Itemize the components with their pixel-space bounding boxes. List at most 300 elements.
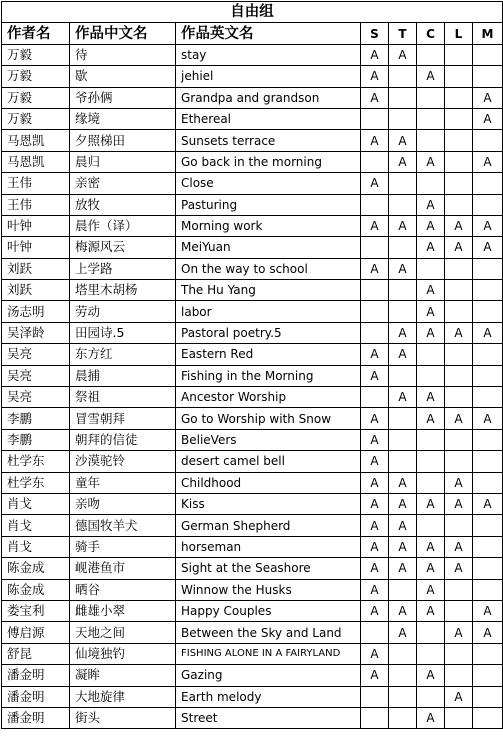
- cell-t: [389, 237, 417, 258]
- cell-work-en: Childhood: [176, 472, 361, 493]
- cell-s: A: [361, 451, 389, 472]
- cell-m: A: [473, 87, 503, 108]
- title-row: [2, 2, 503, 23]
- cell-author: 肖戈: [2, 536, 70, 557]
- cell-work-cn: 沙漠驼铃: [70, 451, 176, 472]
- cell-t: [389, 108, 417, 129]
- cell-author: 肖戈: [2, 515, 70, 536]
- cell-l: [445, 387, 473, 408]
- cell-work-en: Morning work: [176, 215, 361, 236]
- cell-work-en: Between the Sky and Land: [176, 622, 361, 643]
- cell-work-cn: 冒雪朝拜: [70, 408, 176, 429]
- cell-work-cn: 天地之间: [70, 622, 176, 643]
- cell-s: A: [361, 87, 389, 108]
- cell-m: [473, 536, 503, 557]
- cell-m: A: [473, 215, 503, 236]
- cell-l: [445, 429, 473, 450]
- cell-s: A: [361, 515, 389, 536]
- cell-t: [389, 686, 417, 707]
- table-row: [2, 365, 503, 386]
- cell-s: A: [361, 429, 389, 450]
- cell-t: [389, 66, 417, 87]
- cell-m: [473, 686, 503, 707]
- cell-author: 李鹏: [2, 408, 70, 429]
- cell-author: 马恩凯: [2, 130, 70, 151]
- cell-m: [473, 707, 503, 728]
- cell-author: 舒昆: [2, 643, 70, 664]
- cell-c: A: [417, 579, 445, 600]
- cell-author: 娄宝利: [2, 600, 70, 621]
- cell-c: A: [417, 665, 445, 686]
- cell-author: 陈金成: [2, 579, 70, 600]
- table-body: [2, 44, 503, 729]
- cell-c: [417, 515, 445, 536]
- cell-author: 潘金明: [2, 665, 70, 686]
- cell-m: A: [473, 408, 503, 429]
- cell-work-cn: 亲密: [70, 173, 176, 194]
- cell-c: A: [417, 408, 445, 429]
- cell-c: A: [417, 558, 445, 579]
- cell-author: 万毅: [2, 87, 70, 108]
- cell-author: 王伟: [2, 194, 70, 215]
- cell-work-cn: 骑手: [70, 536, 176, 557]
- cell-m: A: [473, 237, 503, 258]
- table-row: [2, 322, 503, 343]
- cell-t: [389, 451, 417, 472]
- cell-c: A: [417, 387, 445, 408]
- cell-s: A: [361, 258, 389, 279]
- cell-s: [361, 686, 389, 707]
- cell-c: [417, 429, 445, 450]
- cell-work-cn: 东方红: [70, 344, 176, 365]
- table-row: [2, 493, 503, 514]
- cell-l: [445, 280, 473, 301]
- cell-s: A: [361, 493, 389, 514]
- cell-t: A: [389, 536, 417, 557]
- cell-m: [473, 558, 503, 579]
- cell-s: [361, 237, 389, 258]
- table-row: [2, 151, 503, 172]
- cell-t: A: [389, 387, 417, 408]
- table-row: [2, 643, 503, 664]
- cell-author: 万毅: [2, 44, 70, 65]
- table-row: [2, 600, 503, 621]
- table-row: [2, 194, 503, 215]
- cell-work-cn: 晨归: [70, 151, 176, 172]
- cell-t: A: [389, 472, 417, 493]
- table-row: [2, 344, 503, 365]
- cell-work-cn: 夕照梯田: [70, 130, 176, 151]
- cell-m: [473, 301, 503, 322]
- cell-t: A: [389, 130, 417, 151]
- cell-work-en: Close: [176, 173, 361, 194]
- table-row: [2, 665, 503, 686]
- cell-s: A: [361, 44, 389, 65]
- cell-m: A: [473, 108, 503, 129]
- cell-work-en: Ethereal: [176, 108, 361, 129]
- table-row: [2, 622, 503, 643]
- cell-s: [361, 707, 389, 728]
- cell-work-en: Street: [176, 707, 361, 728]
- cell-m: [473, 258, 503, 279]
- cell-work-cn: 朝拜的信徒: [70, 429, 176, 450]
- cell-c: A: [417, 237, 445, 258]
- cell-s: A: [361, 130, 389, 151]
- header-work-en: 作品英文名: [176, 23, 361, 44]
- header-author: 作者名: [2, 23, 70, 44]
- cell-m: A: [473, 322, 503, 343]
- cell-work-cn: 塔里木胡杨: [70, 280, 176, 301]
- table-row: [2, 66, 503, 87]
- cell-work-cn: 凝眸: [70, 665, 176, 686]
- cell-c: [417, 472, 445, 493]
- table-head: [2, 2, 503, 45]
- table-row: [2, 387, 503, 408]
- cell-s: A: [361, 408, 389, 429]
- cell-l: A: [445, 686, 473, 707]
- header-row: [2, 23, 503, 44]
- cell-s: [361, 301, 389, 322]
- cell-author: 肖戈: [2, 493, 70, 514]
- cell-work-cn: 祭祖: [70, 387, 176, 408]
- cell-author: 杜学东: [2, 451, 70, 472]
- cell-l: A: [445, 493, 473, 514]
- table-title: 自由组: [2, 2, 503, 23]
- cell-s: A: [361, 472, 389, 493]
- table-row: [2, 44, 503, 65]
- cell-work-cn: 大地旋律: [70, 686, 176, 707]
- cell-work-cn: 放牧: [70, 194, 176, 215]
- cell-l: [445, 643, 473, 664]
- cell-m: [473, 66, 503, 87]
- cell-s: [361, 622, 389, 643]
- cell-work-en: labor: [176, 301, 361, 322]
- cell-t: [389, 429, 417, 450]
- cell-s: [361, 194, 389, 215]
- table-row: [2, 215, 503, 236]
- table-row: [2, 108, 503, 129]
- cell-work-en: BelieVers: [176, 429, 361, 450]
- cell-s: A: [361, 579, 389, 600]
- table-row: [2, 579, 503, 600]
- cell-work-en: The Hu Yang: [176, 280, 361, 301]
- header-c: C: [417, 23, 445, 44]
- cell-m: [473, 130, 503, 151]
- cell-work-cn: 街头: [70, 707, 176, 728]
- cell-s: [361, 108, 389, 129]
- cell-work-en: stay: [176, 44, 361, 65]
- cell-l: A: [445, 408, 473, 429]
- table-row: [2, 686, 503, 707]
- cell-l: [445, 173, 473, 194]
- cell-c: A: [417, 66, 445, 87]
- cell-work-en: Pasturing: [176, 194, 361, 215]
- cell-l: [445, 66, 473, 87]
- cell-l: [445, 87, 473, 108]
- cell-work-cn: 童年: [70, 472, 176, 493]
- cell-s: [361, 151, 389, 172]
- cell-t: A: [389, 322, 417, 343]
- cell-m: [473, 643, 503, 664]
- cell-c: [417, 44, 445, 65]
- cell-t: A: [389, 515, 417, 536]
- cell-work-en: Eastern Red: [176, 344, 361, 365]
- table-row: [2, 173, 503, 194]
- cell-author: 吴泽龄: [2, 322, 70, 343]
- cell-s: A: [361, 536, 389, 557]
- cell-s: A: [361, 365, 389, 386]
- cell-work-en: Go back in the morning: [176, 151, 361, 172]
- cell-c: A: [417, 194, 445, 215]
- cell-work-cn: 雌雄小翠: [70, 600, 176, 621]
- cell-work-en: On the way to school: [176, 258, 361, 279]
- cell-l: [445, 665, 473, 686]
- cell-author: 杜学东: [2, 472, 70, 493]
- table-row: [2, 258, 503, 279]
- table-row: [2, 536, 503, 557]
- cell-author: 刘跃: [2, 258, 70, 279]
- cell-s: A: [361, 173, 389, 194]
- cell-work-en: Sight at the Seashore: [176, 558, 361, 579]
- cell-l: A: [445, 215, 473, 236]
- cell-work-en: jehiel: [176, 66, 361, 87]
- cell-t: [389, 665, 417, 686]
- cell-m: [473, 451, 503, 472]
- cell-t: [389, 579, 417, 600]
- table-row: [2, 429, 503, 450]
- cell-l: A: [445, 322, 473, 343]
- cell-l: [445, 194, 473, 215]
- cell-c: [417, 130, 445, 151]
- cell-m: [473, 194, 503, 215]
- cell-s: A: [361, 600, 389, 621]
- cell-m: [473, 429, 503, 450]
- cell-m: [473, 515, 503, 536]
- cell-work-en: horseman: [176, 536, 361, 557]
- cell-l: [445, 108, 473, 129]
- cell-author: 吴亮: [2, 344, 70, 365]
- cell-t: [389, 301, 417, 322]
- cell-c: A: [417, 600, 445, 621]
- cell-work-en: Ancestor Worship: [176, 387, 361, 408]
- cell-author: 傅启源: [2, 622, 70, 643]
- cell-work-en: German Shepherd: [176, 515, 361, 536]
- table-row: [2, 301, 503, 322]
- cell-m: A: [473, 151, 503, 172]
- cell-l: [445, 301, 473, 322]
- cell-m: [473, 44, 503, 65]
- cell-author: 潘金明: [2, 686, 70, 707]
- cell-work-en: Gazing: [176, 665, 361, 686]
- cell-t: A: [389, 215, 417, 236]
- cell-c: A: [417, 301, 445, 322]
- cell-c: [417, 622, 445, 643]
- cell-author: 叶钟: [2, 237, 70, 258]
- cell-s: [361, 280, 389, 301]
- cell-c: [417, 686, 445, 707]
- cell-work-en: Kiss: [176, 493, 361, 514]
- cell-work-en: Happy Couples: [176, 600, 361, 621]
- cell-s: A: [361, 66, 389, 87]
- cell-c: A: [417, 707, 445, 728]
- cell-author: 潘金明: [2, 707, 70, 728]
- header-t: T: [389, 23, 417, 44]
- cell-c: A: [417, 215, 445, 236]
- cell-work-en: MeiYuan: [176, 237, 361, 258]
- cell-work-cn: 劳动: [70, 301, 176, 322]
- cell-t: A: [389, 344, 417, 365]
- cell-work-en: Fishing in the Morning: [176, 365, 361, 386]
- cell-c: [417, 365, 445, 386]
- cell-author: 汤志明: [2, 301, 70, 322]
- cell-work-en: FISHING ALONE IN A FAIRYLAND: [176, 643, 361, 664]
- cell-l: [445, 130, 473, 151]
- cell-t: [389, 408, 417, 429]
- cell-m: A: [473, 622, 503, 643]
- cell-work-cn: 德国牧羊犬: [70, 515, 176, 536]
- cell-author: 李鹏: [2, 429, 70, 450]
- cell-work-en: desert camel bell: [176, 451, 361, 472]
- cell-l: A: [445, 472, 473, 493]
- cell-work-cn: 待: [70, 44, 176, 65]
- cell-l: A: [445, 558, 473, 579]
- cell-work-cn: 缘境: [70, 108, 176, 129]
- cell-work-cn: 晒谷: [70, 579, 176, 600]
- cell-t: [389, 173, 417, 194]
- cell-c: A: [417, 151, 445, 172]
- table-row: [2, 558, 503, 579]
- cell-c: A: [417, 493, 445, 514]
- cell-m: [473, 472, 503, 493]
- cell-c: [417, 643, 445, 664]
- cell-author: 王伟: [2, 173, 70, 194]
- cell-l: [445, 707, 473, 728]
- cell-c: [417, 173, 445, 194]
- cell-c: [417, 87, 445, 108]
- table-row: [2, 451, 503, 472]
- cell-author: 叶钟: [2, 215, 70, 236]
- cell-m: [473, 387, 503, 408]
- cell-l: [445, 515, 473, 536]
- cell-work-cn: 晨捕: [70, 365, 176, 386]
- cell-work-cn: 仙境独钓: [70, 643, 176, 664]
- cell-l: [445, 258, 473, 279]
- cell-t: A: [389, 622, 417, 643]
- table-row: [2, 237, 503, 258]
- cell-work-cn: 爷孙俩: [70, 87, 176, 108]
- cell-l: [445, 44, 473, 65]
- table-row: [2, 408, 503, 429]
- cell-t: A: [389, 493, 417, 514]
- cell-c: [417, 451, 445, 472]
- cell-author: 吴亮: [2, 365, 70, 386]
- cell-l: [445, 451, 473, 472]
- cell-work-cn: 梅源风云: [70, 237, 176, 258]
- cell-s: A: [361, 344, 389, 365]
- cell-m: [473, 280, 503, 301]
- cell-l: [445, 600, 473, 621]
- cell-work-en: Earth melody: [176, 686, 361, 707]
- table-row: [2, 515, 503, 536]
- cell-work-cn: 岘港鱼市: [70, 558, 176, 579]
- cell-m: [473, 173, 503, 194]
- cell-c: [417, 108, 445, 129]
- cell-work-cn: 歇: [70, 66, 176, 87]
- cell-m: A: [473, 493, 503, 514]
- table-row: [2, 472, 503, 493]
- cell-t: A: [389, 44, 417, 65]
- table-row: [2, 87, 503, 108]
- header-l: L: [445, 23, 473, 44]
- table-row: [2, 707, 503, 728]
- cell-t: [389, 194, 417, 215]
- cell-l: A: [445, 536, 473, 557]
- cell-s: A: [361, 558, 389, 579]
- cell-author: 吴亮: [2, 387, 70, 408]
- header-m: M: [473, 23, 503, 44]
- cell-l: A: [445, 622, 473, 643]
- cell-c: A: [417, 536, 445, 557]
- table-row: [2, 130, 503, 151]
- table-row: [2, 280, 503, 301]
- cell-work-en: Go to Worship with Snow: [176, 408, 361, 429]
- cell-l: A: [445, 237, 473, 258]
- cell-work-cn: 亲吻: [70, 493, 176, 514]
- cell-work-en: Grandpa and grandson: [176, 87, 361, 108]
- cell-work-en: Winnow the Husks: [176, 579, 361, 600]
- cell-c: A: [417, 280, 445, 301]
- cell-c: A: [417, 322, 445, 343]
- cell-s: A: [361, 215, 389, 236]
- cell-author: 马恩凯: [2, 151, 70, 172]
- cell-m: [473, 344, 503, 365]
- cell-l: [445, 579, 473, 600]
- cell-l: [445, 365, 473, 386]
- cell-s: [361, 387, 389, 408]
- cell-t: A: [389, 258, 417, 279]
- cell-t: A: [389, 558, 417, 579]
- cell-author: 陈金成: [2, 558, 70, 579]
- cell-s: A: [361, 643, 389, 664]
- cell-t: [389, 707, 417, 728]
- cell-t: A: [389, 151, 417, 172]
- cell-t: A: [389, 600, 417, 621]
- cell-l: [445, 344, 473, 365]
- cell-t: [389, 280, 417, 301]
- header-work-cn: 作品中文名: [70, 23, 176, 44]
- cell-t: [389, 87, 417, 108]
- cell-author: 刘跃: [2, 280, 70, 301]
- cell-author: 万毅: [2, 66, 70, 87]
- cell-work-cn: 田园诗.5: [70, 322, 176, 343]
- cell-author: 万毅: [2, 108, 70, 129]
- cell-m: [473, 665, 503, 686]
- cell-m: [473, 365, 503, 386]
- cell-t: [389, 365, 417, 386]
- cell-c: [417, 258, 445, 279]
- cell-work-cn: 上学路: [70, 258, 176, 279]
- cell-work-cn: 晨作（译）: [70, 215, 176, 236]
- cell-t: [389, 643, 417, 664]
- cell-work-en: Pastoral poetry.5: [176, 322, 361, 343]
- results-table: [1, 1, 503, 729]
- cell-s: [361, 322, 389, 343]
- cell-l: [445, 151, 473, 172]
- cell-s: A: [361, 665, 389, 686]
- cell-m: A: [473, 600, 503, 621]
- header-s: S: [361, 23, 389, 44]
- cell-m: [473, 579, 503, 600]
